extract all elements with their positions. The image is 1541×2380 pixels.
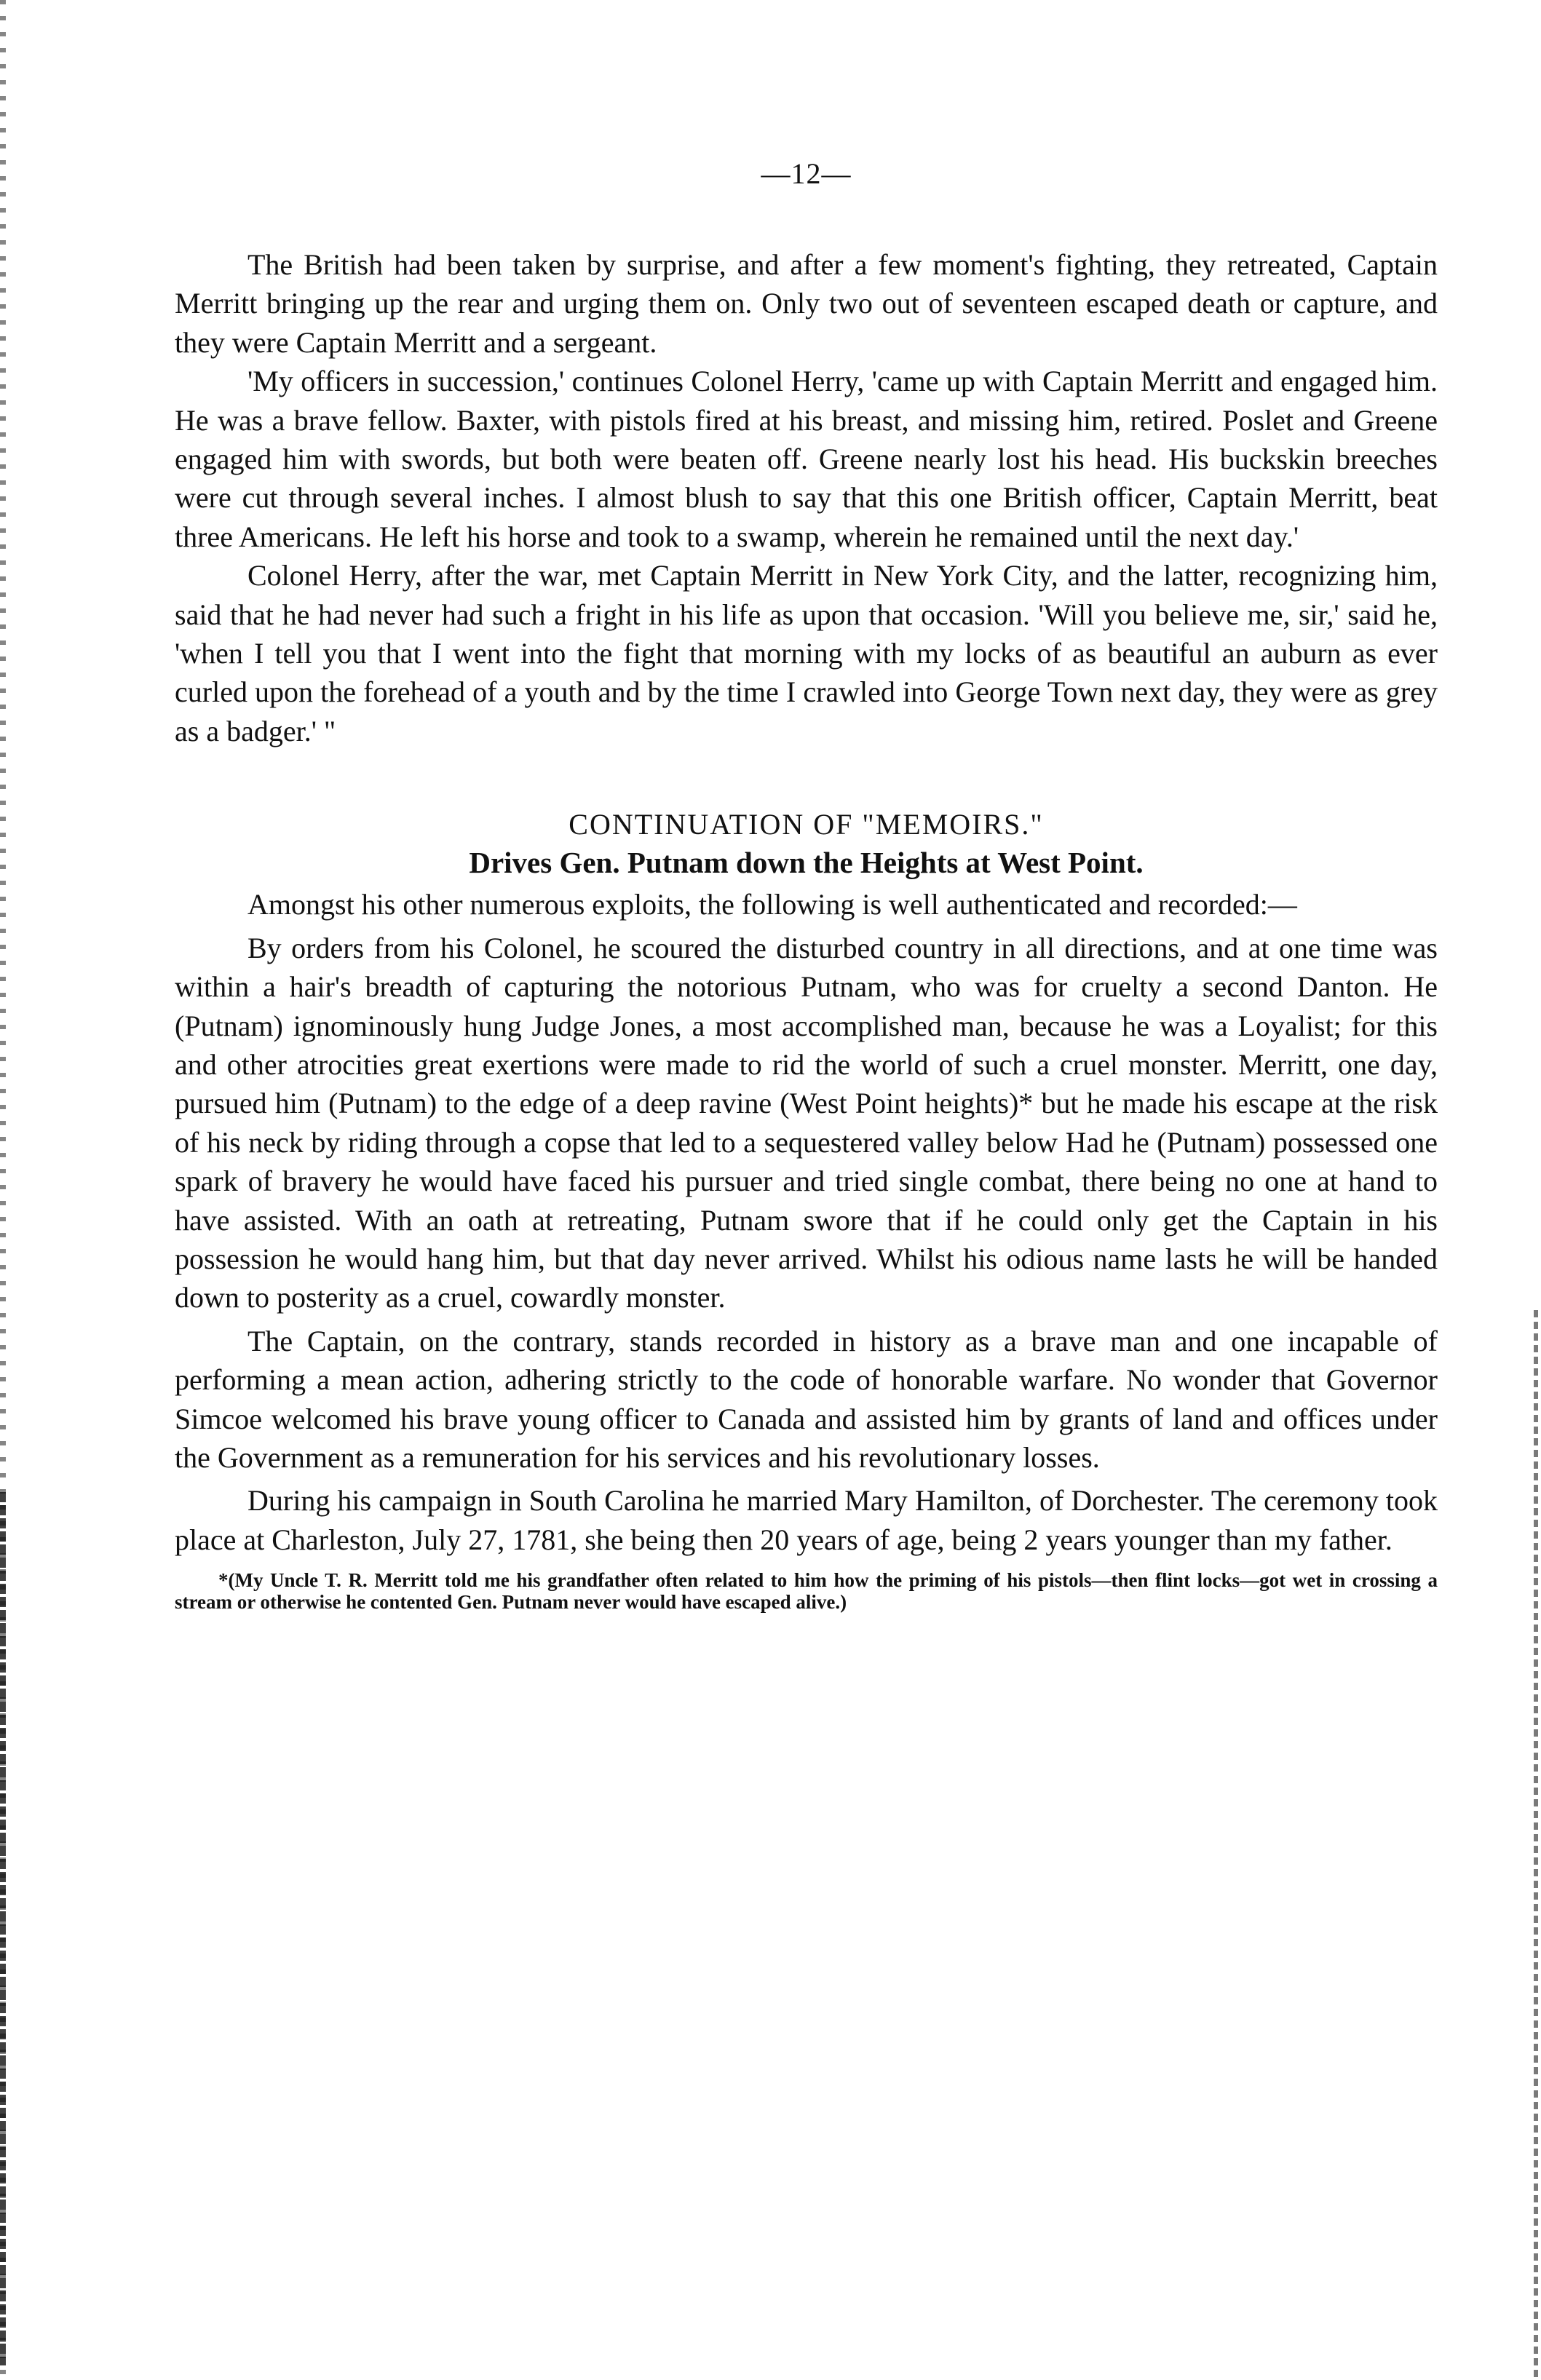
scan-margin-artifact-left-lower [0, 1492, 6, 2365]
paragraph: During his campaign in South Carolina he married Mary Hamilton, of Dorchester. The ceremony took place at Charleston, July 27, 1781, she being then 20 years of age, being 2 years younger than my father. [175, 1484, 1438, 1556]
footnote: *(My Uncle T. R. Merritt told me his grandfather often related to him how the priming of his pistols—then flint locks—got wet in crossing a stream or otherwise he contented Gen. Putnam never would have escaped alive.) [175, 1569, 1438, 1614]
paragraph: Amongst his other numerous exploits, the following is well authenticated and recorded:— [247, 888, 1297, 921]
paragraph: By orders from his Colonel, he scoured the disturbed country in all directions, and at one time was within a hair's breadth of capturing the notorious Putnam, who was for cruelty a second Danton. He (Putnam) ignominously hung Judge Jones, a most accomplished man, because he was a Loyalist; for this and other atrocities great exertions were made to rid the world of such a cruel monster. Merritt, one day, pursued him (Putnam) to the edge of a deep ravine (West Point heights)* but he made his escape at the risk of his neck by riding through a copse that led to a sequestered valley below Had he (Putnam) possessed one spark of bravery he would have faced his pursuer and tried single combat, there being no one at hand to have assisted. With an oath at retreating, Putnam swore that if he could only get the Captain in his possession he would hang him, but that day never arrived. Whilst his odious name lasts he will be handed down to posterity as a cruel, cowardly monster. [175, 931, 1438, 1314]
top-text-block [175, 245, 1438, 750]
paragraph: The Captain, on the contrary, stands recorded in history as a brave man and one incapable of performing a mean action, adhering strictly to the code of honorable warfare. No wonder that Governor Simcoe welcomed his brave young officer to Canada and assisted him by grants of land and offices under the Government as a remuneration for his services and his revolutionary losses. [175, 1324, 1438, 1474]
paragraph: 'My officers in succession,' continues Colonel Herry, 'came up with Captain Merritt and engaged him. He was a brave fellow. Baxter, with pistols fired at his breast, and missing him, retired. Poslet and Greene engaged him with swords, but both were beaten off. Greene nearly lost his head. His buckskin breeches were cut through several inches. I almost blush to say that this one British officer, Captain Merritt, beat three Americans. He left his horse and took to a swamp, wherein he remained until the next day.' [175, 365, 1438, 553]
section-header [175, 805, 1438, 882]
scan-margin-artifact-right [1534, 1310, 1538, 2380]
bottom-text-block [175, 885, 1438, 1559]
paragraph: Colonel Herry, after the war, met Captain Merritt in New York City, and the latter, recognizing him, said that he had never had such a fright in his life as upon that occasion. 'Will you believe me, sir,' said he, 'when I tell you that I went into the fight that morning with my locks of as beautiful an auburn as ever curled upon the forehead of a youth and by the time I crawled into George Town next day, they were as grey as a badger.' " [175, 559, 1438, 747]
page-number: —12— [761, 157, 852, 190]
paragraph: The British had been taken by surprise, and after a few moment's fighting, they retreated, Captain Merritt bringing up the rear and urging them on. Only two out of seventeen escaped death or capture, and they were Captain Merritt and a sergeant. [175, 248, 1438, 359]
document-page [175, 156, 1438, 1613]
section-heading: CONTINUATION OF "MEMOIRS." [569, 808, 1044, 841]
section-subheading: Drives Gen. Putnam down the Heights at West Point. [469, 846, 1144, 880]
